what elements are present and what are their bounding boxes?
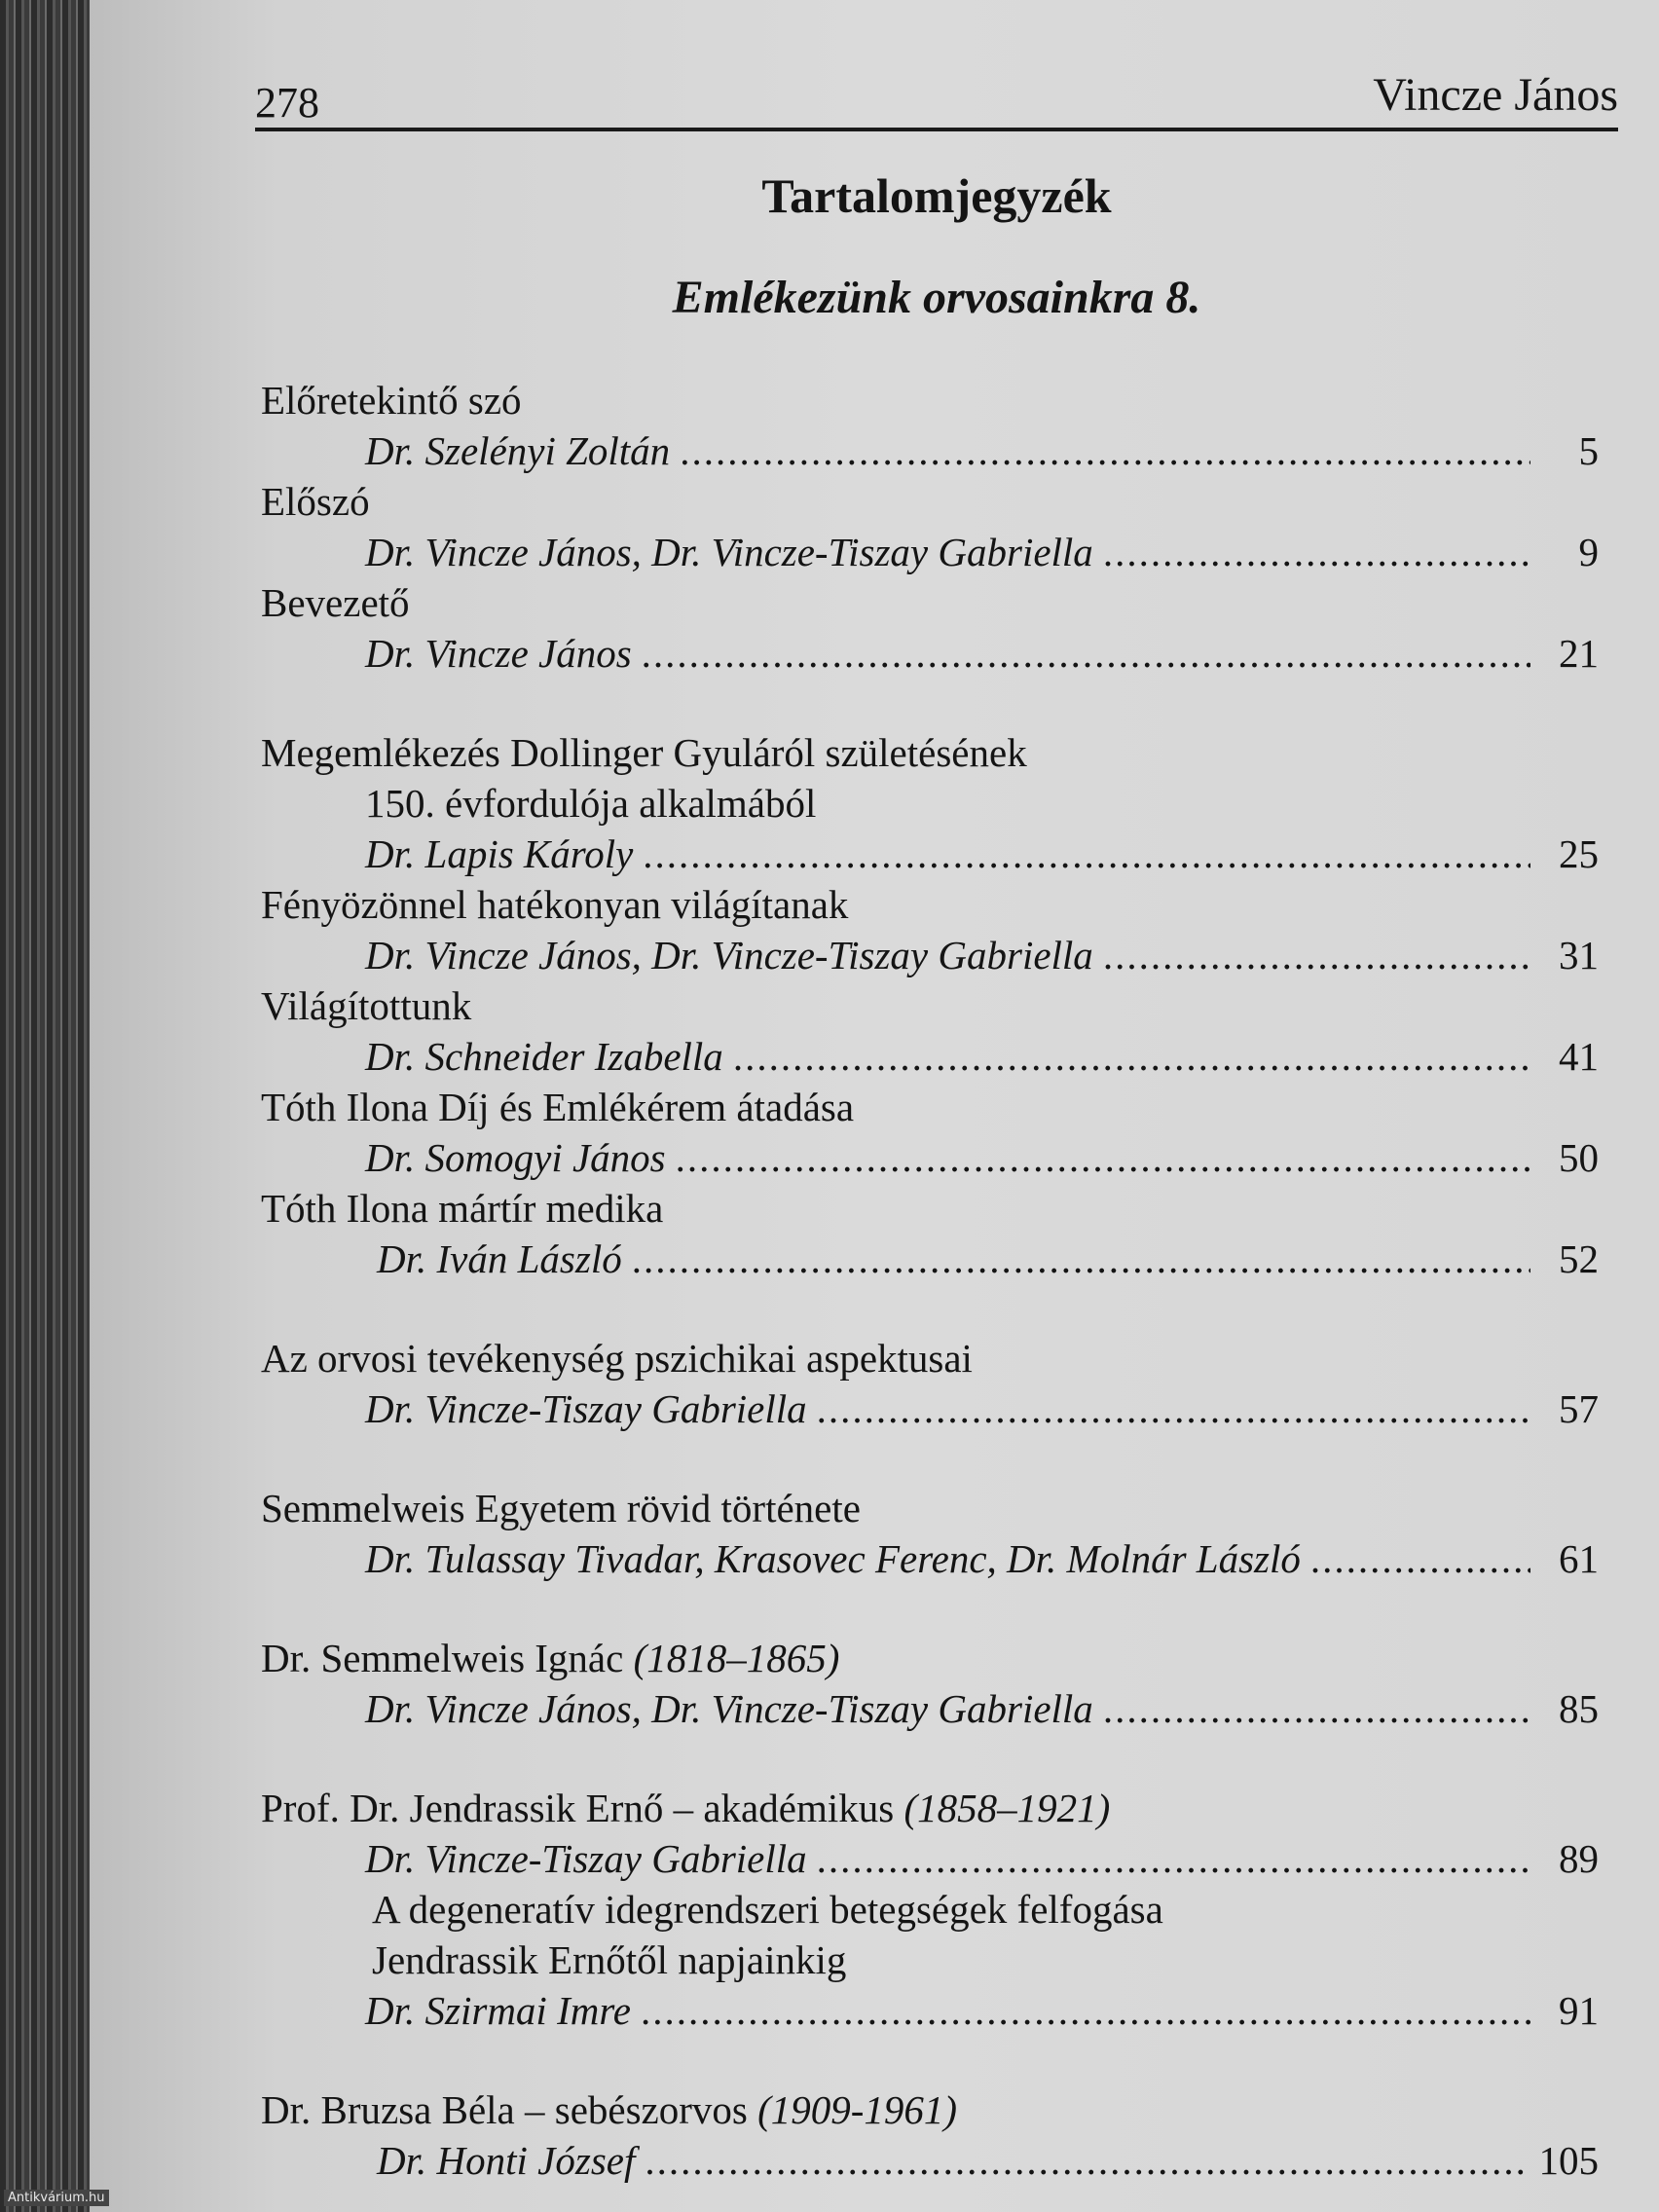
entry-dates: (1858–1921) [903,1786,1111,1830]
entry-author-row [255,829,1599,879]
entry-page: 85 [1559,1686,1599,1731]
entry-title-row [255,1783,1599,1833]
entry-author-row [255,425,1599,476]
entry-title: Bevezető [261,580,410,625]
entry-title: Dr. Semmelweis Ignác [261,1636,624,1680]
entry-title: Megemlékezés Dollinger Gyuláról születésének [261,730,1027,775]
entry-page: 89 [1559,1836,1599,1881]
entry-title: Dr. Bruzsa Béla – sebészorvos [261,2087,748,2132]
entry-title: Prof. Dr. Jendrassik Ernő – akadémikus [261,1786,895,1830]
header-rule [255,128,1618,131]
dot-leader [1310,1533,1530,1584]
entry-author: Dr. Vincze-Tiszay Gabriella [365,1386,807,1431]
entry-title: Előszó [261,479,370,524]
entry-author: Dr. Vincze-Tiszay Gabriella [365,1836,807,1881]
dot-leader [817,1383,1530,1434]
entry-author-row [255,1833,1599,1884]
toc-entry [255,375,1599,476]
entry-title: Az orvosi tevékenység pszichikai aspektusai [261,1336,973,1381]
toc-entry [255,2084,1599,2186]
entry-author: Dr. Honti József [377,2138,636,2183]
dot-leader [645,2135,1529,2186]
toc-title: Tartalomjegyzék [761,168,1112,223]
dot-leader [632,1234,1530,1284]
sub-entry-author: Dr. Szirmai Imre [365,1988,631,2033]
entry-page: 9 [1578,530,1599,574]
entry-author: Dr. Vincze János, Dr. Vincze-Tiszay Gabriella [365,933,1093,977]
entry-author: Dr. Szelényi Zoltán [365,428,671,473]
entry-page: 5 [1578,428,1599,473]
toc-entry [255,1183,1599,1284]
toc-entry [255,980,1599,1082]
entry-page: 57 [1559,1386,1599,1431]
dot-leader [817,1833,1530,1884]
toc-entry [255,1633,1599,1734]
watermark: Antikvárium.hu [4,2190,109,2206]
entry-dates: (1909-1961) [757,2087,958,2132]
book-binding [0,0,90,2212]
toc-entry [255,476,1599,577]
entry-author-row [255,527,1599,577]
entry-title: Tóth Ilona Díj és Emlékérem átadása [261,1085,855,1129]
entry-title-row [255,2084,1599,2135]
entry-author: Dr. Vincze János [365,631,632,676]
entry-page: 52 [1559,1236,1599,1281]
entry-author-row [255,1383,1599,1434]
entry-page: 31 [1559,933,1599,977]
entry-author-row [255,1031,1599,1082]
entry-title: Világítottunk [261,983,472,1028]
entry-author: Dr. Tulassay Tivadar, Krasovec Ferenc, Dr. Molnár László [365,1536,1301,1581]
entry-title-continued: 150. évfordulója alkalmából [365,781,817,826]
entry-page: 25 [1559,831,1599,876]
entry-author-row [255,1132,1599,1183]
dot-leader [642,628,1530,679]
toc-entry [255,1483,1599,1584]
table-of-contents [255,375,1599,2186]
entry-page: 21 [1559,631,1599,676]
entry-author-row [255,1533,1599,1584]
dot-leader [1103,527,1530,577]
dot-leader [676,1132,1530,1183]
page-header [255,60,1618,129]
entry-author-row [255,1683,1599,1734]
toc-entry [255,1333,1599,1434]
sub-entry-title-continued: Jendrassik Ernőtől napjainkig [372,1937,847,1982]
entry-author-row [255,930,1599,980]
entry-author-row [255,2135,1599,2186]
entry-dates: (1818–1865) [633,1636,840,1680]
dot-leader [643,829,1530,879]
toc-entry [255,1082,1599,1183]
entry-author: Dr. Somogyi János [365,1135,666,1180]
entry-author: Dr. Vincze János, Dr. Vincze-Tiszay Gabriella [365,1686,1093,1731]
dot-leader [1103,1683,1530,1734]
sub-entry-title: A degeneratív idegrendszeri betegségek felfogása [372,1887,1163,1932]
entry-page: 41 [1559,1034,1599,1079]
page-number: 278 [255,79,319,127]
toc-entry [255,879,1599,980]
entry-title: Semmelweis Egyetem rövid története [261,1486,861,1530]
entry-page: 105 [1538,2138,1599,2183]
sub-entry-page: 91 [1559,1988,1599,2033]
book-title: Emlékezünk orvosainkra 8. [672,272,1201,323]
entry-author-row [255,628,1599,679]
dot-leader [680,425,1530,476]
entry-author: Dr. Lapis Károly [365,831,634,876]
toc-entry [255,727,1599,879]
toc-entry [255,1783,1599,2036]
entry-author: Dr. Vincze János, Dr. Vincze-Tiszay Gabriella [365,530,1093,574]
dot-leader [733,1031,1530,1082]
toc-entry [255,577,1599,679]
entry-author-row [255,1234,1599,1284]
entry-page: 50 [1559,1135,1599,1180]
entry-author: Dr. Iván László [377,1236,622,1281]
entry-author: Dr. Schneider Izabella [365,1034,723,1079]
dot-leader [641,1985,1530,2036]
running-head: Vincze János [1373,69,1618,121]
entry-title: Tóth Ilona mártír medika [261,1186,664,1231]
sub-entry-author-row [255,1985,1599,2036]
entry-title-row [255,1633,1599,1683]
entry-title: Előretekintő szó [261,378,522,423]
entry-title: Fényözönnel hatékonyan világítanak [261,882,849,927]
entry-page: 61 [1559,1536,1599,1581]
dot-leader [1103,930,1530,980]
